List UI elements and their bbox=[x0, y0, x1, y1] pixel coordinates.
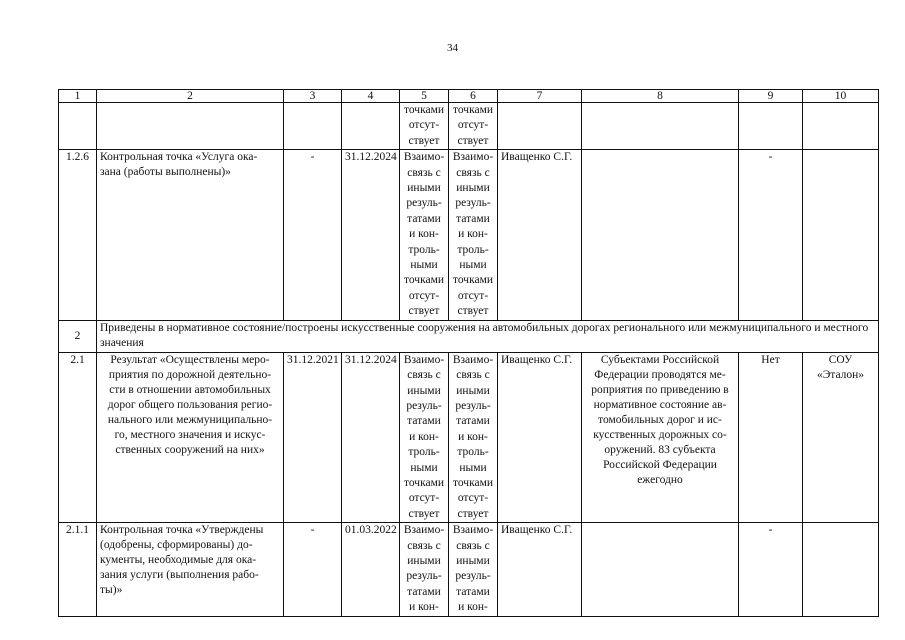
header-cell: 10 bbox=[803, 90, 879, 103]
row-col9: Нет bbox=[739, 352, 803, 522]
row-number: 2.1.1 bbox=[59, 523, 97, 616]
continuation-col5: точками отсут- ствует bbox=[403, 104, 445, 147]
row-col10: СОУ «Эталон» bbox=[816, 353, 865, 381]
row-col5: Взаимо- связь с иными резуль- татами и кон- троль- ными точками отсут- ствует bbox=[403, 151, 445, 318]
row-start-date: 31.12.2021 bbox=[284, 352, 342, 522]
table-row bbox=[59, 150, 879, 320]
row-name: Контрольная точка «Услуга ока- зана (работы выполнены)» bbox=[100, 151, 258, 179]
header-cell: 4 bbox=[342, 90, 400, 103]
header-cell: 7 bbox=[498, 90, 582, 103]
header-cell: 1 bbox=[59, 90, 97, 103]
row-name: Контрольная точка «Утверждены (одобрены, сформированы) до- кументы, необходимые для ока- зания услуги (выполнения рабо- ты)» bbox=[100, 524, 264, 597]
table-row bbox=[59, 523, 879, 616]
row-col9: - bbox=[739, 150, 803, 320]
header-cell: 9 bbox=[739, 90, 803, 103]
section-number: 2 bbox=[59, 320, 97, 352]
row-description: Субъектами Российской Федерации проводятся ме- роприятия по приведению в нормативное состояние ав- томобильных дорог и ис- кусственных дорожных со- оружений. 83 субъекта Российской Федерации ежегодно bbox=[591, 353, 729, 486]
row-responsible: Иващенко С.Г. bbox=[498, 150, 582, 320]
continuation-row bbox=[59, 103, 879, 150]
row-responsible: Иващенко С.Г. bbox=[498, 352, 582, 522]
row-end-date: 31.12.2024 bbox=[342, 352, 400, 522]
page-number: 34 bbox=[447, 42, 458, 54]
header-cell: 2 bbox=[97, 90, 284, 103]
header-cell: 8 bbox=[582, 90, 739, 103]
plan-table bbox=[58, 89, 879, 617]
header-cell: 5 bbox=[400, 90, 449, 103]
table-row bbox=[59, 352, 879, 522]
row-col5: Взаимо- связь с иными резуль- татами и кон- bbox=[403, 524, 445, 614]
row-start-date: - bbox=[284, 150, 342, 320]
table-header-row bbox=[59, 90, 879, 103]
row-col6: Взаимо- связь с иными резуль- татами и кон- bbox=[452, 524, 494, 614]
section-row bbox=[59, 320, 879, 352]
continuation-col6: точками отсут- ствует bbox=[452, 104, 494, 147]
row-col6: Взаимо- связь с иными резуль- татами и кон- троль- ными точками отсут- ствует bbox=[452, 151, 494, 318]
row-col6: Взаимо- связь с иными резуль- татами и кон- троль- ными точками отсут- ствует bbox=[452, 353, 494, 520]
row-end-date: 31.12.2024 bbox=[342, 150, 400, 320]
section-title: Приведены в нормативное состояние/построены искусственные сооружения на автомобильных дорогах регионального или межмуниципального и местного значения bbox=[97, 320, 879, 352]
row-name: Результат «Осуществлены меро- приятия по дорожной деятельно- сти в отношении автомобильных дорог общего пользования регио- нального или межмуниципально- го, местного значения и искус- ственных сооружений на них» bbox=[107, 353, 273, 456]
row-col9: - bbox=[739, 523, 803, 616]
row-number: 2.1 bbox=[59, 352, 97, 522]
row-end-date: 01.03.2022 bbox=[342, 523, 400, 616]
row-col5: Взаимо- связь с иными резуль- татами и кон- троль- ными точками отсут- ствует bbox=[403, 353, 445, 520]
row-number: 1.2.6 bbox=[59, 150, 97, 320]
header-cell: 6 bbox=[449, 90, 498, 103]
row-responsible: Иващенко С.Г. bbox=[498, 523, 582, 616]
header-cell: 3 bbox=[284, 90, 342, 103]
row-start-date: - bbox=[284, 523, 342, 616]
